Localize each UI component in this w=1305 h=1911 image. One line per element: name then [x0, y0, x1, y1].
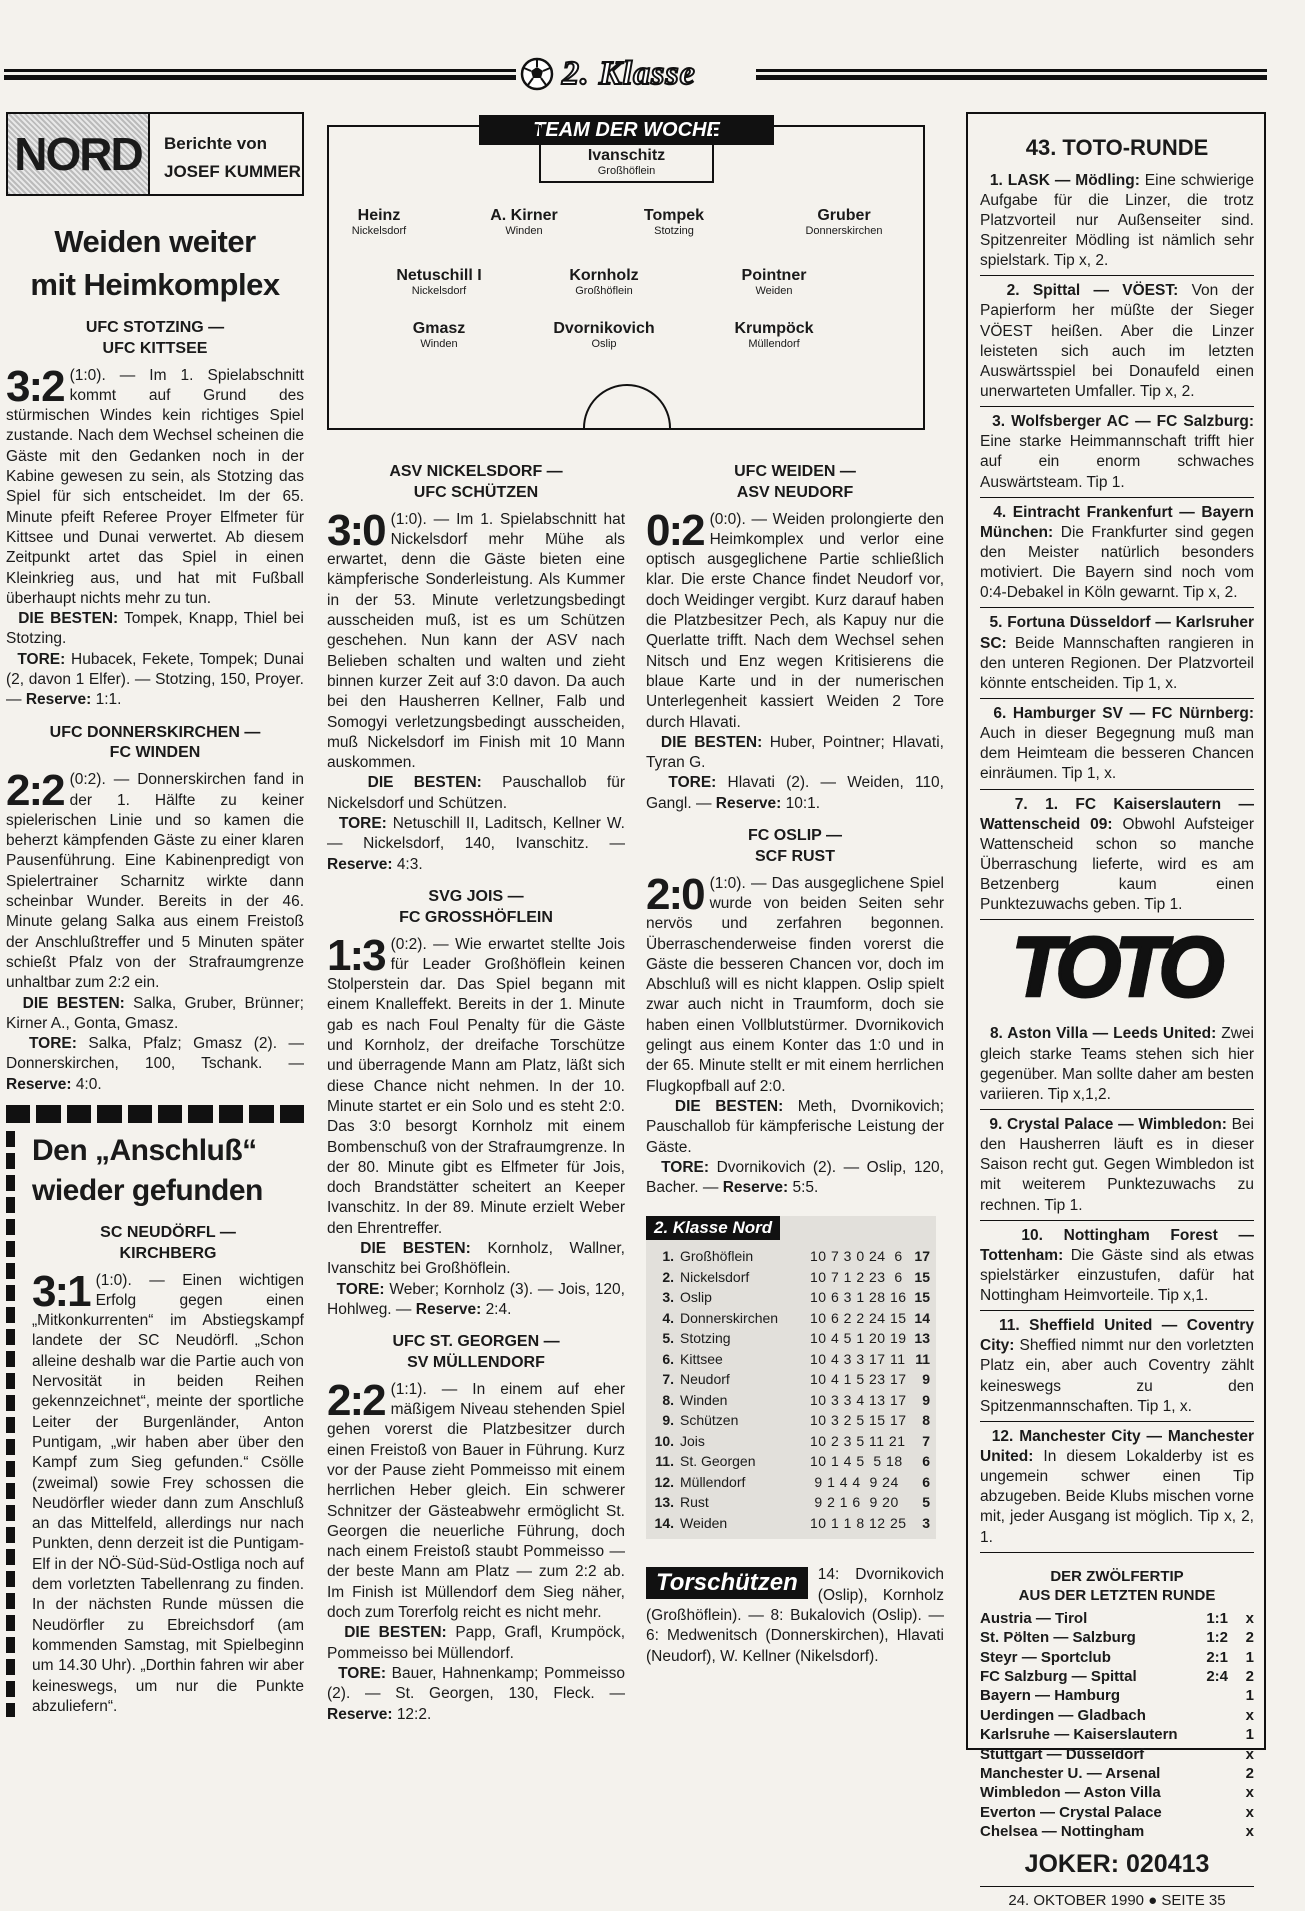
soccer-ball-icon: [520, 57, 554, 91]
tip-row: Karlsruhe — Kaiserslautern 1: [980, 1726, 1254, 1744]
credit-line-2: JOSEF KUMMER: [164, 162, 301, 181]
team-player: Kornholz Großhöflein: [569, 267, 639, 297]
goalkeeper: Ivanschitz Großhöflein: [587, 147, 666, 177]
team-player: Pointner Weiden: [741, 267, 807, 297]
match-score: 2:2: [327, 1375, 385, 1425]
column-2: [327, 462, 625, 1725]
team-player: A. Kirner Winden: [490, 207, 558, 237]
table-row: 10. Jois 10 2 3 5 11 21 7: [654, 1432, 930, 1449]
headline-anschluss: Den „Anschluß“ wieder gefunden: [32, 1133, 263, 1207]
match-stgeorgen-muellendorf: UFC ST. GEORGEN — SV MÜLLENDORF 2:2 (1:1). — In einem auf eher mäßigem Niveau stehenden Spiel gehen vorerst die Platzbesitzer durch einen Freistoß von Bauer in Führung. Kurz vor der Pause zieht Pommeisso mit einem herrlichen Heber gleich. Ein schwerer Schnitzer der Gästeabwehr ermöglicht St. Georgen die neuerliche Führung, doch nach einem Freistoß staubt Pommeisso — der beste Mann am Platz — zum 2:2 ab. Im Finish ist Müllendorf dem Sieg näher, doch zum Torerfolg reicht es nicht mehr. DIE BESTEN: Papp, Grafl, Krumpöck, Pommeisso bei Müllendorf. TORE: Bauer, Hahnenkamp; Pommeisso (2). — St. Georgen, 130, Fleck. — Reserve: 12:2.: [327, 1333, 626, 1723]
table-row: 2. Nickelsdorf 10 7 1 2 23 6 15: [662, 1268, 930, 1285]
column-3: [646, 462, 944, 1667]
match-weiden-neudorf: UFC WEIDEN — ASV NEUDORF 0:2 (0:0). — Weiden prolongierte den Heimkomplex und verlor eine optisch ausgeglichene Partie schließlich klar. Die erste Chance findet Neudorf vor, doch Weidinger vergibt. Kurz darauf haben die Platzbesitzer Pech, als Kapuy nur die Querlatte trifft. Nach dem Wechsel sehen Nitsch und Enz wegen Kritisierens die blaue Karte und in der numerischen Unterlegenheit kassiert Weiden 2 Tore durch Hlavati. DIE BESTEN: Huber, Pointner; Hlavati, Tyran G. TORE: Hlavati (2). — Weiden, 110, Gangl. — Reserve: 10:1.: [646, 463, 944, 812]
table-row: 12. Müllendorf 9 1 4 4 9 24 6: [654, 1473, 930, 1490]
headline-weiden: Weiden weiter mit Heimkomplex: [30, 224, 280, 302]
match-score: 0:2: [646, 505, 704, 555]
table-row: 8. Winden 10 3 3 4 13 17 9: [662, 1391, 930, 1408]
match-oslip-rust: FC OSLIP — SCF RUST 2:0 (1:0). — Das ausgeglichene Spiel wurde von beiden Seiten sehr nervös und zerfahren begonnen. Überraschenderweise finden vorerst die Gäste die besseren Chancen vor, doch im Abschluß will es nicht klappen. Oslip spielt zwar auch nicht in Traumform, doch sie haben einen Vollblutstürmer. Dvornikovich gelingt aus einem Konter das 1:0 und in der 65. Minute stellt er mit einem herrlichen Flugkopfball auf 2:0. DIE BESTEN: Meth, Dvornikovich; Pauschallob für kämpferische Leistung der Gäste. TORE: Dvornikovich (2). — Oslip, 120, Bacher. — Reserve: 5:5.: [646, 827, 944, 1197]
tip-row: Bayern — Hamburg 1: [980, 1687, 1254, 1705]
tip-title-1: DER ZWÖLFERTIP: [1050, 1567, 1184, 1585]
column-1: [6, 112, 304, 1717]
credit-line-1: Berichte von: [164, 134, 267, 153]
section-neudoerfl: Den „Anschluß“ wieder gefunden SC NEUDÖRFL — KIRCHBERG 3:1 (1:0). — Einen wichtigen Erfolg gegen einen „Mitkonkurrenten“ im Abstiegskampf landete der SC Neudörfl. „Schon alleine deshalb war die Partie auch von Nervosität in beiden Reihen gekennzeichnet“, meinte der sportliche Leiter der Burgenländer, Anton Puntigam, „wir haben aber über den Kampf zum Sieg gefunden.“ Csölle (zweimal) sowie Frey schossen die Neudörfler wieder dann zum Anschluß an das Mittelfeld, allerdings nur nach Punkten, denn derzeit ist die Puntigam-Elf in der NÖ-Süd-Süd-Ostliga noch auf dem vorletzten Tabellenrang zu finden. In der nächsten Runde müssen die Neudörfler zu Ebreichsdorf (am kommenden Samstag, mit Spielbeginn um 14.30 Uhr). „Dorthin fahren wir aber keineswegs, um nur die Punkte abzuliefern“.: [6, 1131, 304, 1717]
toto-logo: TOTO: [972, 924, 1258, 1010]
nord-box: [6, 112, 304, 196]
toto-item: 10. Nottingham Forest — Tottenham: Die Gäste sind als etwas spielstärker einzustufen, dafür hat Nottingham Heimvorteile. Tip x,1.: [980, 1224, 1254, 1312]
tip-row: Austria — Tirol 1:1 x: [980, 1609, 1254, 1627]
tip-row: St. Pölten — Salzburg 1:2 2: [980, 1629, 1254, 1647]
header-rule-left: [4, 69, 516, 80]
toto-item: 8. Aston Villa — Leeds United: Zwei gleich starke Teams stehen sich hier gegenüber. Man sollte daher am besten variieren. Tip x,1,2.: [980, 1022, 1254, 1110]
league-table: [646, 1216, 936, 1539]
tip-row: Stuttgart — Düsseldorf x: [980, 1745, 1254, 1763]
toto-item: 3. Wolfsberger AC — FC Salzburg: Eine starke Heimmannschaft trifft hier auf ein enorm schwaches Auswärtsteam. Tip 1.: [980, 410, 1254, 498]
toto-item: 6. Hamburger SV — FC Nürnberg: Auch in dieser Begegnung muß man dem Heimteam die besseren Chancen einräumen. Tip 1, x.: [980, 702, 1254, 790]
table-row: 1. Großhöflein 10 7 3 0 24 6 17: [662, 1248, 930, 1265]
table-row: 5. Stotzing 10 4 5 1 20 19 13: [662, 1330, 930, 1347]
table-row: 11. St. Georgen 10 1 4 5 5 18 6: [655, 1453, 930, 1470]
toto-title: 43. TOTO-RUNDE: [1025, 135, 1209, 160]
torschuetzen-label: Torschützen: [646, 1567, 808, 1599]
team-player: Tompek Stotzing: [643, 207, 705, 237]
tip-row: Uerdingen — Gladbach x: [980, 1706, 1254, 1724]
team-player: Krumpöck Müllendorf: [734, 320, 814, 350]
toto-item: 4. Eintracht Frankenfurt — Bayern München: Die Frankfurter sind gegen den Meister natürlich besonders motiviert. Die Bayern sind noch vom 0:4-Debakel in Köln gewarnt. Tip x, 2.: [980, 501, 1254, 609]
tip-row: Chelsea — Nottingham x: [980, 1823, 1254, 1841]
torschuetzen-box: [646, 1565, 944, 1666]
match-score: 1:3: [327, 930, 385, 980]
header-rule-right: [756, 69, 1267, 80]
match-nickelsdorf-schuetzen: ASV NICKELSDORF — UFC SCHÜTZEN 3:0 (1:0). — Im 1. Spielabschnitt hat Nickelsdorf mehr Mühe als erwartet, denn die Gäste bieten eine kämpferische Sonderleistung. Als Kummer in der 53. Minute verletzungsbedingt ausscheiden muß, ist es um Schützen geschehen. Nun kann der ASV nach Belieben schalten und walten und zieht binnen kurzer Zeit auf 3:0 davon. Da auch bei den Hausherren Kellner, Falb und Somogyi verletzungsbedingt ausscheiden, muß Nickelsdorf im Finish mit 10 Mann auskommen. DIE BESTEN: Pauschallob für Nickelsdorf und Schützen. TORE: Netuschill II, Laditsch, Kellner W. — Nickelsdorf, 140, Ivanschitz. — Reserve: 4:3.: [327, 463, 626, 873]
match-donnerskirchen-winden: UFC DONNERSKIRCHEN — FC WINDEN 2:2 (0:2). — Donnerskirchen fand in der 1. Hälfte zu keiner spielerischen Linie und so kamen die beherzt kämpfenden Gäste zu einer klaren Pausenführung. Eine Kabinenpredigt von Spielertrainer Scharnitz wirkte dann scheinbar Wunder. Bereits in der 46. Minute gelang Salka aus einem Freistoß der Anschlußtreffer und 5 Minuten später schießt Pfalz von der Strafraumgrenze unhaltbar zum 2:2 ein. DIE BESTEN: Salka, Gruber, Brünner; Kirner A., Gonta, Gmasz. TORE: Salka, Pfalz; Gmasz (2). — Donnerskirchen, 100, Tschank. — Reserve: 4:0.: [6, 723, 304, 1093]
joker-number: JOKER: 020413: [1024, 1849, 1210, 1878]
page-header: [0, 55, 1305, 95]
team-title: TEAM DER WOCHE: [479, 115, 774, 145]
team-player: Gruber Donnerskirchen: [805, 207, 883, 237]
toto-item: 12. Manchester City — Manchester United: In diesem Lokalderby ist es ungemein schwer einen Tip abzugeben. Beide Klubs mischen vorne mit, jeder Ausgang ist möglich. Tip x, 2, 1.: [980, 1425, 1254, 1553]
tip-row: Manchester U. — Arsenal 2: [980, 1765, 1254, 1782]
team-player: Gmasz Winden: [412, 320, 466, 350]
table-row: 7. Neudorf 10 4 1 5 23 17 9: [662, 1371, 930, 1388]
tip-row: Wimbledon — Aston Villa x: [980, 1784, 1254, 1802]
table-row: 4. Donnerskirchen 10 6 2 2 24 15 14: [662, 1309, 930, 1326]
match-jois-grosshoeflein: SVG JOIS — FC GROSSHÖFLEIN 1:3 (0:2). — Wie erwartet stellte Jois für Leader Großhöflein keinen Stolperstein dar. Das Spiel begann mit einem Knalleffekt. Bereits in der 1. Minute gab es nach Foul Penalty für die Gäste und Kornholz, der dreifache Torschütze und überragende Mann am Platz, läßt sich diese Chance nicht nehmen. In der 10. Minute startet er ein Solo und es steht 2:0. Das 3:0 besorgt Kornholz mit einem Bombenschuß von der Strafraumgrenze. In der 80. Minute gibt es Elfmeter für Jois, doch Brandstätter scheitert an Keeper Ivanschitz. In der 89. Minute erzielt Weber den Ehrentreffer. DIE BESTEN: Kornholz, Wallner, Ivanschitz bei Großhöflein. TORE: Weber; Kornholz (3). — Jois, 120, Hohlweg. — Reserve: 2:4.: [327, 887, 625, 1318]
match-score: 3:0: [327, 505, 385, 555]
tip-row: Everton — Crystal Palace x: [980, 1803, 1254, 1821]
toto-box: [966, 112, 1266, 1910]
torschuetzen-text: 14: Dvornikovich (Oslip), Kornholz (Großhöflein). — 8: Bukalovich (Oslip). — 6: Medwenitsch (Donnerskirchen), Hlavati (Neudorf), W. Kellner (Nikelsdorf).: [646, 1566, 944, 1665]
sidebar-dashes: [6, 1131, 15, 1717]
tip-row: Steyr — Sportclub 2:1 1: [980, 1648, 1254, 1666]
team-player: Dvornikovich Oslip: [553, 320, 655, 350]
table-row: 13. Rust 9 2 1 6 9 20 5: [654, 1494, 930, 1511]
match-score: 3:1: [32, 1266, 90, 1316]
table-row: 6. Kittsee 10 4 3 3 17 11 11: [662, 1350, 930, 1367]
toto-item: 5. Fortuna Düsseldorf — Karlsruher SC: Beide Mannschaften rangieren in den unteren Regionen. Der Platzvorteil könnte entscheiden. Tip 1, x.: [980, 611, 1254, 699]
match-score: 2:0: [646, 869, 704, 919]
nord-label: NORD: [8, 114, 150, 194]
table-row: 3. Oslip 10 6 3 1 28 16 15: [662, 1289, 930, 1306]
tip-row: FC Salzburg — Spittal 2:4 2: [980, 1667, 1254, 1685]
team-player: Netuschill I Nickelsdorf: [396, 267, 482, 297]
toto-item: 7. 1. FC Kaiserslautern — Wattenscheid 09: Obwohl Aufsteiger Wattenscheid schon so manche Überraschung lieferte, wird es am Betzenberg kaum einen Punktezuwachs geben. Tip 1.: [980, 793, 1254, 921]
toto-item: 1. LASK — Mödling: Eine schwierige Aufgabe für die Linzer, die trotz Platzvorteil nur Außenseiter sind. Spitzenreiter Mödling ist nämlich sehr spielstark. Tip x, 2.: [980, 169, 1254, 277]
tip-title-2: AUS DER LETZTEN RUNDE: [1018, 1586, 1216, 1604]
match-score: 3:2: [6, 361, 64, 411]
toto-item: 2. Spittal — VÖEST: Von der Papierform her müßte der Sieger VÖEST heißen. Aber die Linzer leisteten sich auch im letzten Auswärtsspiel bei Donaufeld einen unerwarteten Umfaller. Tip x, 2.: [980, 279, 1254, 407]
table-row: 14. Weiden 10 1 1 8 12 25 3: [654, 1514, 930, 1531]
section-title: 2. Klasse: [562, 55, 696, 92]
table-row: 9. Schützen 10 3 2 5 15 17 8: [662, 1412, 930, 1429]
center-circle: [582, 382, 672, 428]
toto-item: 9. Crystal Palace — Wimbledon: Bei den Hausherren läuft es in dieser Saison recht gut. Gegen Wimbledon ist mit weiterem Punktezuwachs zu rechnen. Tip 1.: [980, 1113, 1254, 1221]
toto-item: 11. Sheffield United — Coventry City: Sheffied nimmt nur den vorletzten Platz ein, aber auch Coventry zählt keineswegs zu den Spitzenmannschaften. Tip 1, x.: [980, 1314, 1254, 1422]
match-score: 2:2: [6, 766, 64, 816]
separator-bars: [6, 1105, 304, 1123]
match-stotzing-kittsee: UFC STOTZING — UFC KITTSEE 3:2 (1:0). — Im 1. Spielabschnitt kommt auf Grund des stürmischen Windes kein richtiges Spiel zustande. Nach dem Wechsel scheinen die Gäste mit den Gedanken noch in der Kabine gewesen zu sein, als Stotzing das Spiel für sich entscheidet. Im der 65. Minute pfeift Referee Proyer Elfmeter für Kittsee und Dunai verwertet. Ab diesem Zeitpunkt artet das Spiel in einen Kleinkrieg aus, und hat mit Fußball überhaupt nichts mehr zu tun. DIE BESTEN: Tompek, Knapp, Thiel bei Stotzing. TORE: Hubacek, Fekete, Tompek; Dunai (2, davon 1 Elfer). — Stotzing, 150, Proyer. — Reserve: 1:1.: [6, 319, 304, 709]
table-title: 2. Klasse Nord: [646, 1216, 780, 1240]
team-der-woche: [327, 119, 925, 430]
team-player: Heinz Nickelsdorf: [351, 207, 407, 237]
page-footer: 24. OKTOBER 1990 ● SEITE 35: [980, 1886, 1254, 1911]
